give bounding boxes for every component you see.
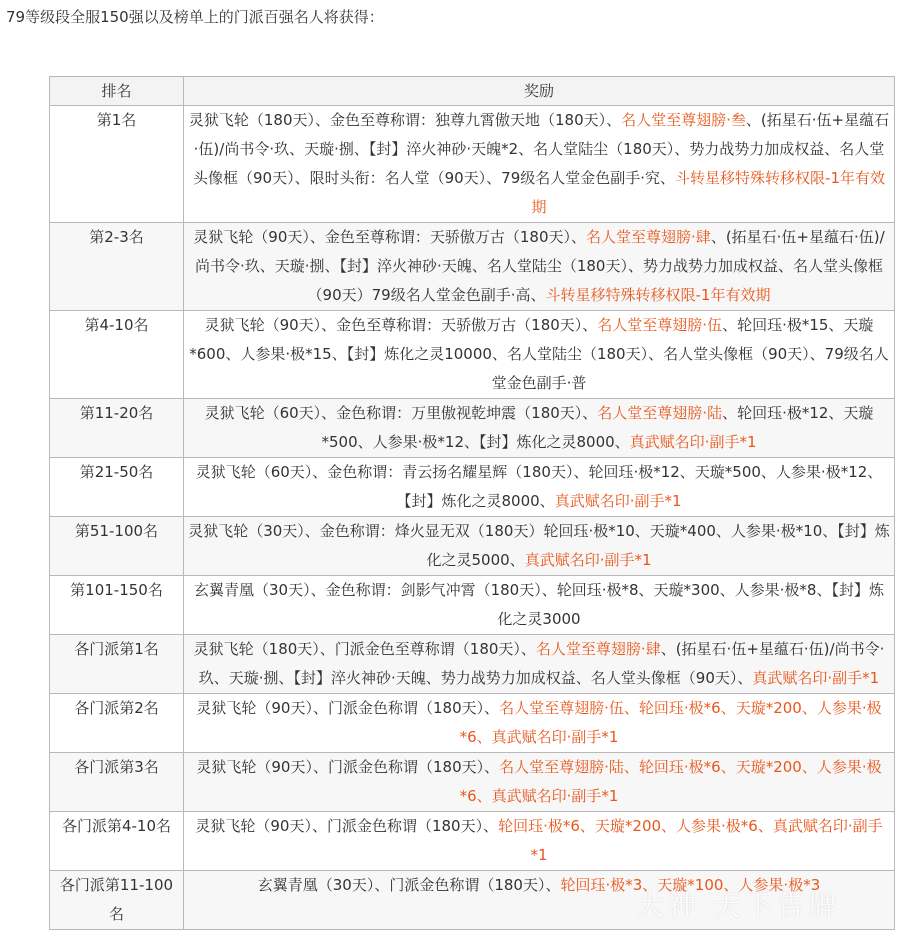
reward-cell bbox=[184, 458, 895, 517]
table-row bbox=[50, 399, 895, 458]
table-row bbox=[50, 812, 895, 871]
header-rank: 排名 bbox=[50, 77, 184, 106]
rank-cell: 第101-150名 bbox=[50, 576, 184, 635]
rank-cell: 第11-20名 bbox=[50, 399, 184, 458]
reward-text: 灵狱飞轮（60天）、金色称谓：万里傲视乾坤震（180天）、 bbox=[204, 404, 598, 422]
rank-cell: 第1名 bbox=[50, 106, 184, 223]
reward-text: 、(拓星石·伍+星蕴石·伍)/尚书令·玖、天璇·捌、【封】淬火神砂·天魄、名人堂陆尘（180天）、势力战势力加成权益、名人堂头像框（90天）79级名人堂金色副手·高、 bbox=[195, 228, 885, 304]
reward-text: 灵狱飞轮（90天）、门派金色称谓（180天）、 bbox=[195, 817, 499, 835]
rank-cell: 各门派第2名 bbox=[50, 694, 184, 753]
reward-highlight: 轮回珏·极*6、天璇*200、人参果·极*6、真武赋名印·副手*1 bbox=[498, 817, 883, 864]
reward-cell bbox=[184, 576, 895, 635]
reward-cell bbox=[184, 635, 895, 694]
rank-cell: 第21-50名 bbox=[50, 458, 184, 517]
reward-text: 灵狱飞轮（90天）、门派金色称谓（180天）、 bbox=[196, 758, 500, 776]
rank-cell: 各门派第4-10名 bbox=[50, 812, 184, 871]
reward-cell bbox=[184, 753, 895, 812]
table-body bbox=[50, 106, 895, 930]
reward-highlight: 轮回珏·极*3、天璇*100、人参果·极*3 bbox=[560, 876, 821, 894]
table-row bbox=[50, 223, 895, 311]
rewards-table bbox=[49, 76, 895, 930]
rank-cell: 第4-10名 bbox=[50, 311, 184, 399]
watermark: 大神 天下告牌 bbox=[636, 889, 841, 922]
reward-highlight: 斗转星移特殊转移权限-1年有效期 bbox=[531, 169, 885, 216]
intro-text: 79等级段全服150强以及榜单上的门派百强名人将获得： bbox=[6, 8, 384, 26]
header-reward: 奖励 bbox=[184, 77, 895, 106]
table-row bbox=[50, 694, 895, 753]
table-header-row bbox=[50, 77, 895, 106]
reward-cell bbox=[184, 399, 895, 458]
reward-text: 、(拓星石·伍+星蕴石·伍)/尚书令·玖、天璇·捌、【封】淬火神砂·天魄、势力战势力加成权益、名人堂头像框（90天）、 bbox=[198, 640, 885, 687]
reward-highlight: 名人堂至尊翅膀·叁 bbox=[621, 111, 746, 129]
reward-cell bbox=[184, 812, 895, 871]
reward-cell bbox=[184, 311, 895, 399]
table-row bbox=[50, 517, 895, 576]
reward-text: 灵狱飞轮（90天）、门派金色称谓（180天）、 bbox=[196, 699, 500, 717]
reward-text: 灵狱飞轮（60天）、金色称谓：青云扬名耀星辉（180天）、轮回珏·极*12、天璇*500、人参果·极*12、【封】炼化之灵8000、 bbox=[195, 463, 883, 510]
table-row bbox=[50, 458, 895, 517]
reward-highlight: 名人堂至尊翅膀·肆 bbox=[586, 228, 711, 246]
reward-text: 灵狱飞轮（30天）、金色称谓：烽火显无双（180天）轮回珏·极*10、天璇*400、人参果·极*10、【封】炼化之灵5000、 bbox=[188, 522, 890, 569]
reward-highlight: 名人堂至尊翅膀·肆 bbox=[535, 640, 661, 658]
reward-text: 灵狱飞轮（180天）、门派金色至尊称谓（180天）、 bbox=[193, 640, 536, 658]
reward-text: 灵狱飞轮（90天）、金色至尊称谓：天骄傲万古（180天）、 bbox=[193, 228, 587, 246]
reward-highlight: 真武赋名印·副手*1 bbox=[629, 433, 757, 451]
reward-highlight: 名人堂至尊翅膀·伍 bbox=[597, 316, 723, 334]
rank-cell: 各门派第1名 bbox=[50, 635, 184, 694]
rank-cell: 第2-3名 bbox=[50, 223, 184, 311]
reward-highlight: 名人堂至尊翅膀·陆、轮回珏·极*6、天璇*200、人参果·极*6、真武赋名印·副手*1 bbox=[459, 758, 882, 805]
table-row bbox=[50, 106, 895, 223]
rank-cell: 各门派第11-100名 bbox=[50, 871, 184, 930]
reward-text: 灵狱飞轮（90天）、金色至尊称谓：天骄傲万古（180天）、 bbox=[204, 316, 598, 334]
reward-cell bbox=[184, 517, 895, 576]
reward-highlight: 名人堂至尊翅膀·陆 bbox=[597, 404, 723, 422]
reward-text: 、轮回珏·极*15、天璇*600、人参果·极*15、【封】炼化之灵10000、名人堂陆尘（180天）、名人堂头像框（90天）、79级名人堂金色副手·普 bbox=[189, 316, 889, 392]
reward-text: 、轮回珏·极*12、天璇*500、人参果·极*12、【封】炼化之灵8000、 bbox=[321, 404, 874, 451]
reward-text: 灵狱飞轮（180天）、金色至尊称谓：独尊九霄傲天地（180天）、 bbox=[188, 111, 622, 129]
reward-text: 玄翼青凰（30天）、金色称谓：剑影气冲霄（180天）、轮回珏·极*8、天璇*300、人参果·极*8、【封】炼化之灵3000 bbox=[194, 581, 884, 628]
reward-highlight: 名人堂至尊翅膀·伍、轮回珏·极*6、天璇*200、人参果·极*6、真武赋名印·副手*1 bbox=[459, 699, 882, 746]
rank-cell: 各门派第3名 bbox=[50, 753, 184, 812]
reward-cell bbox=[184, 694, 895, 753]
table-row bbox=[50, 635, 895, 694]
reward-highlight: 真武赋名印·副手*1 bbox=[752, 669, 880, 687]
reward-highlight: 真武赋名印·副手*1 bbox=[554, 492, 682, 510]
table-row bbox=[50, 576, 895, 635]
reward-text: 玄翼青凰（30天）、门派金色称谓（180天）、 bbox=[257, 876, 561, 894]
reward-cell bbox=[184, 223, 895, 311]
reward-text: 、(拓星石·伍+星蕴石·伍)/尚书令·玖、天璇·捌、【封】淬火神砂·天魄*2、名人堂陆尘（180天）、势力战势力加成权益、名人堂头像框（90天）、限时头衔：名人堂（90天）、79级名人堂金色副手·究、 bbox=[192, 111, 890, 187]
reward-highlight: 真武赋名印·副手*1 bbox=[524, 551, 652, 569]
reward-highlight: 斗转星移特殊转移权限-1年有效期 bbox=[545, 286, 771, 304]
reward-cell bbox=[184, 106, 895, 223]
table-row bbox=[50, 753, 895, 812]
rank-cell: 第51-100名 bbox=[50, 517, 184, 576]
table-row bbox=[50, 311, 895, 399]
